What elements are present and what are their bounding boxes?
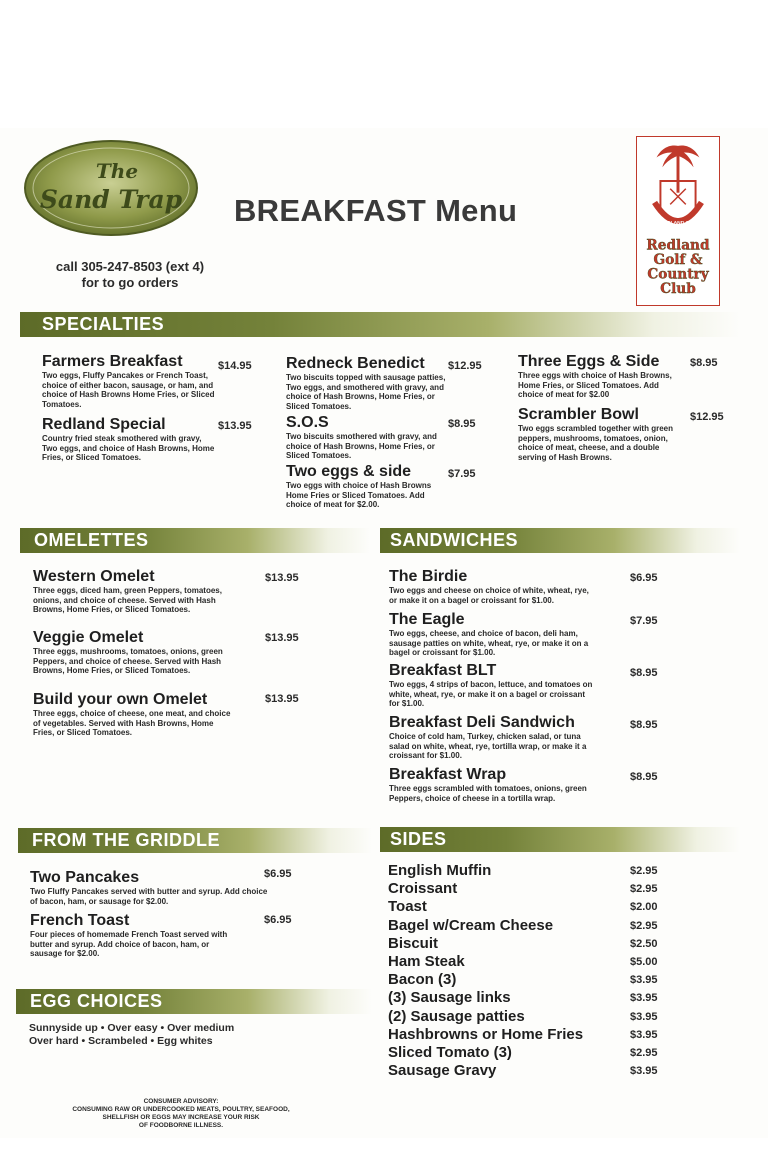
- egg-choices-line2: Over hard • Scrambeled • Egg whites: [29, 1035, 213, 1047]
- menu-item: [33, 691, 233, 738]
- list-item: [388, 935, 670, 953]
- logo-text-line2: Sand Trap: [39, 185, 183, 214]
- item-description: Two biscuits topped with sausage patties, Two eggs, and smothered with gravy, and choice of Hash Browns, Home Fries, or Sliced Tomatoes.: [286, 373, 446, 411]
- item-description: Three eggs with choice of Hash Browns, Home Fries, or Sliced Tomatoes. Add choice of meat for $2.00: [518, 371, 672, 400]
- crest-line3: Country: [647, 266, 709, 283]
- side-price: $2.00: [630, 901, 658, 914]
- crest-line1: Redland: [646, 237, 710, 254]
- egg-choices-banner: EGG CHOICES: [16, 989, 372, 1014]
- item-price: $14.95: [218, 360, 252, 372]
- item-name: Two Pancakes: [30, 869, 140, 886]
- item-name: The Eagle: [389, 611, 465, 628]
- list-item: [388, 1044, 670, 1062]
- item-price: $12.95: [690, 411, 724, 423]
- menu-item: [389, 568, 589, 605]
- palm-tree-icon: [657, 145, 700, 192]
- item-description: Two eggs, Fluffy Pancakes or French Toast, choice of either bacon, sausage, or ham, and choice of Hash Browns Home Fries, or Sliced Tomatoes.: [42, 371, 215, 409]
- side-price: $3.95: [630, 1065, 658, 1078]
- side-price: $3.95: [630, 1010, 658, 1023]
- list-item: [388, 971, 670, 989]
- menu-item: [42, 353, 220, 409]
- specialties-banner: SPECIALTIES: [20, 312, 740, 337]
- side-price: $5.00: [630, 955, 658, 968]
- menu-item: [286, 355, 454, 411]
- side-name: Sausage Gravy: [388, 1062, 497, 1080]
- item-name: Farmers Breakfast: [42, 353, 183, 370]
- item-description: Two biscuits smothered with gravy, and choice of Hash Browns, Home Fries, or Sliced Tomatoes.: [286, 432, 437, 461]
- list-item: [388, 989, 670, 1007]
- list-item: [388, 1008, 670, 1026]
- item-name: Breakfast Deli Sandwich: [389, 714, 575, 731]
- page-title: BREAKFAST Menu: [234, 193, 518, 228]
- item-name: Breakfast BLT: [389, 662, 497, 679]
- egg-choices-text: [29, 1022, 234, 1048]
- side-price: $2.95: [630, 919, 658, 932]
- side-price: $3.95: [630, 1028, 658, 1041]
- side-price: $3.95: [630, 974, 658, 987]
- side-price: $2.95: [630, 865, 658, 877]
- item-price: $13.95: [265, 572, 299, 584]
- item-description: Four pieces of homemade French Toast served with butter and syrup. Add choice of bacon, ham, or sausage for $2.00.: [30, 930, 228, 959]
- advisory-line2: CONSUMING RAW OR UNDERCOOKED MEATS, POULTRY, SEAFOOD,: [72, 1106, 290, 1113]
- list-item: [388, 1062, 670, 1080]
- side-name: Sliced Tomato (3): [388, 1043, 512, 1061]
- item-description: Two eggs with choice of Hash Browns Home Fries or Sliced Tomatoes. Add choice of meat for $2.00.: [286, 481, 432, 510]
- list-item: [388, 1026, 670, 1044]
- item-name: Two eggs & side: [286, 463, 412, 480]
- menu-item: [389, 611, 594, 658]
- list-item: [388, 953, 670, 971]
- advisory-line3: SHELLFISH OR EGGS MAY INCREASE YOUR RISK: [102, 1114, 260, 1121]
- item-description: Country fried steak smothered with gravy, Two eggs, and choice of Hash Browns, Home Fries, or Sliced Tomatoes.: [42, 434, 215, 463]
- phone-info: [30, 259, 230, 291]
- item-description: Two eggs scrambled together with green peppers, mushrooms, tomatoes, onion, choice of meat, cheese, and a double serving of Hash Browns.: [518, 424, 673, 462]
- item-price: $6.95: [264, 914, 292, 926]
- side-name: Bagel w/Cream Cheese: [388, 916, 554, 934]
- crest-line2: Golf &: [653, 251, 703, 268]
- menu-item: [33, 629, 223, 676]
- menu-item: [286, 414, 444, 461]
- logo-text-line1: The: [95, 159, 139, 183]
- sides-list: [388, 862, 670, 1080]
- side-name: Biscuit: [388, 934, 439, 952]
- item-name: Three Eggs & Side: [518, 353, 660, 370]
- advisory-line4: OF FOODBORNE ILLNESS.: [138, 1122, 224, 1129]
- item-price: $8.95: [448, 418, 476, 430]
- advisory-line1: CONSUMER ADVISORY:: [143, 1098, 219, 1105]
- phone-line: call 305-247-8503 (ext 4): [55, 259, 205, 274]
- menu-item: [30, 869, 270, 906]
- item-description: Two eggs, 4 strips of bacon, lettuce, and tomatoes on white, wheat, rye, or make it on a bagel or croissant for $1.00.: [389, 680, 593, 709]
- crest-ring-text: REDLAND G.C.: [660, 220, 696, 226]
- item-price: $8.95: [630, 771, 658, 783]
- item-price: $8.95: [630, 719, 658, 731]
- menu-item: [518, 353, 683, 400]
- side-name: (2) Sausage patties: [388, 1007, 525, 1025]
- redland-crest: [636, 136, 720, 306]
- item-name: Breakfast Wrap: [389, 766, 507, 783]
- item-name: Redneck Benedict: [286, 355, 425, 372]
- list-item: [388, 898, 670, 916]
- sides-banner: SIDES: [380, 827, 740, 852]
- item-description: Two Fluffy Pancakes served with butter and syrup. Add choice of bacon, ham, or sausage for $2.00.: [30, 887, 268, 906]
- side-price: $2.95: [630, 1046, 658, 1059]
- item-name: Build your own Omelet: [33, 691, 208, 708]
- list-item: [388, 917, 670, 935]
- item-price: $13.95: [265, 693, 299, 705]
- side-name: Bacon (3): [388, 971, 457, 989]
- item-price: $7.95: [630, 615, 658, 627]
- item-price: $8.95: [630, 667, 658, 679]
- item-price: $6.95: [630, 572, 658, 584]
- item-price: $8.95: [690, 357, 718, 369]
- menu-item: [389, 714, 594, 761]
- item-description: Choice of cold ham, Turkey, chicken salad, or tuna salad on white, wheat, rye, tortilla wrap, or make it a croissant for $1.00.: [389, 732, 587, 761]
- item-price: $13.95: [218, 420, 252, 432]
- item-name: Scrambler Bowl: [518, 406, 639, 423]
- item-price: $6.95: [264, 868, 292, 880]
- item-description: Two eggs and cheese on choice of white, wheat, rye, or make it on a bagel or croissant for $1.00.: [389, 586, 589, 605]
- griddle-banner: FROM THE GRIDDLE: [18, 828, 372, 853]
- item-description: Three eggs, choice of cheese, one meat, and choice of vegetables. Served with Hash Browns, Home Fries, or Sliced Tomatoes.: [33, 709, 231, 738]
- list-item: [388, 880, 670, 898]
- item-name: The Birdie: [389, 568, 468, 585]
- item-name: Western Omelet: [33, 568, 155, 585]
- menu-item: [286, 463, 444, 510]
- item-price: $12.95: [448, 360, 482, 372]
- sand-trap-logo: [22, 138, 200, 238]
- item-name: French Toast: [30, 912, 130, 929]
- item-description: Three eggs, diced ham, green Peppers, tomatoes, onions, and choice of cheese. Served with Hash Browns, Home Fries, or Sliced Tomatoes.: [33, 586, 222, 615]
- menu-item: [518, 406, 683, 462]
- item-description: Three eggs scrambled with tomatoes, onions, green Peppers, choice of cheese in a tortilla wrap.: [389, 784, 587, 803]
- item-name: S.O.S: [286, 414, 329, 431]
- side-price: $2.50: [630, 937, 658, 950]
- menu-item: [389, 662, 594, 709]
- consumer-advisory: [50, 1098, 312, 1130]
- menu-item: [30, 912, 230, 959]
- item-description: Two eggs, cheese, and choice of bacon, deli ham, sausage patties on white, wheat, rye, or make it on a bagel or croissant for $1.00.: [389, 629, 589, 658]
- side-name: Croissant: [388, 880, 458, 898]
- side-name: (3) Sausage links: [388, 989, 511, 1007]
- item-description: Three eggs, mushrooms, tomatoes, onions, green Peppers, and choice of cheese. Served with Hash Browns, Home Fries, or Sliced Tomatoes.: [33, 647, 223, 676]
- item-name: Veggie Omelet: [33, 629, 144, 646]
- side-price: $3.95: [630, 992, 658, 1005]
- crest-line4: Club: [660, 281, 696, 298]
- egg-choices-line1: Sunnyside up • Over easy • Over medium: [29, 1022, 235, 1034]
- side-name: Hashbrowns or Home Fries: [388, 1025, 584, 1043]
- menu-item: [33, 568, 223, 615]
- side-price: $2.95: [630, 883, 658, 896]
- item-price: $7.95: [448, 468, 476, 480]
- list-item: [388, 862, 670, 880]
- menu-item: [42, 416, 217, 463]
- omelettes-banner: OMELETTES: [20, 528, 370, 553]
- to-go-line: for to go orders: [81, 275, 179, 290]
- side-name: Ham Steak: [388, 952, 465, 970]
- menu-item: [389, 766, 594, 803]
- item-name: Redland Special: [42, 416, 166, 433]
- side-name: Toast: [388, 898, 427, 916]
- side-name: English Muffin: [388, 862, 492, 879]
- sandwiches-banner: SANDWICHES: [380, 528, 740, 553]
- item-price: $13.95: [265, 632, 299, 644]
